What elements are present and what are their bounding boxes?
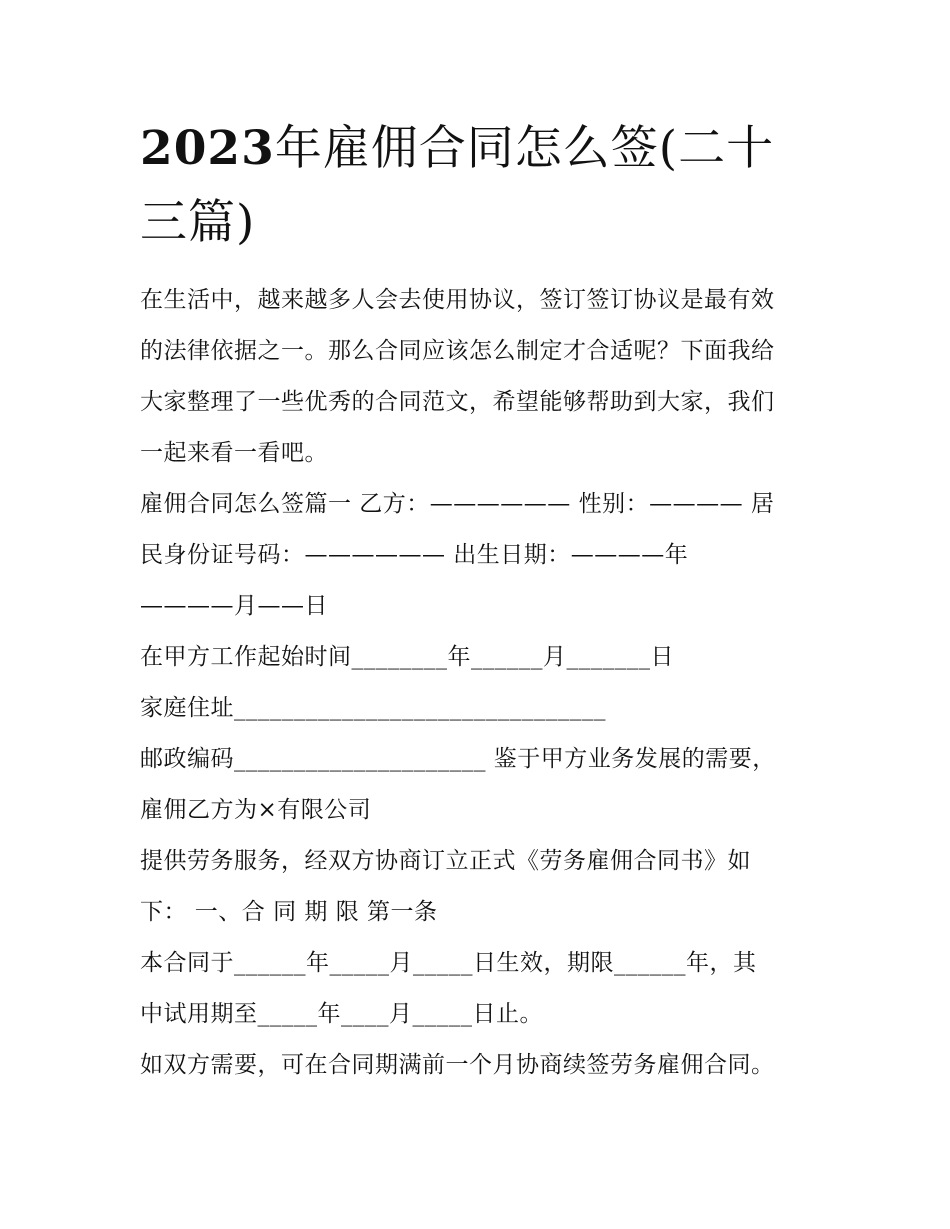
body-line: 在甲方工作起始时间________年______月_______日 — [140, 644, 674, 670]
body-line: 中试用期至_____年____月_____日止。 — [140, 1001, 543, 1027]
title-year: 2023 — [140, 121, 275, 176]
body-line: 民身份证号码：—————— 出生日期：————年 — [140, 542, 689, 568]
body-line: 邮政编码_____________________ 鉴于甲方业务发展的需要， — [140, 746, 776, 772]
body-line: 下： 一、合 同 期 限 第一条 — [140, 899, 438, 925]
body-line: 提供劳务服务，经双方协商订立正式《劳务雇佣合同书》如 — [140, 848, 751, 874]
body-line: 雇佣乙方为×有限公司 — [140, 797, 372, 823]
document-body — [140, 275, 812, 1091]
body-line: 一起来看一看吧。 — [140, 440, 328, 466]
body-line: 如双方需要，可在合同期满前一个月协商续签劳务雇佣合同。 — [140, 1052, 775, 1078]
title-line-1: 年雇佣合同怎么签(二十 — [274, 121, 775, 176]
document-title — [140, 112, 810, 260]
body-line: ————月——日 — [140, 593, 328, 619]
body-line: 的法律依据之一。那么合同应该怎么制定才合适呢？下面我给 — [140, 338, 775, 364]
body-line: 家庭住址_______________________________ — [140, 695, 606, 721]
body-line: 本合同于______年_____月_____日生效，期限______年，其 — [140, 950, 757, 976]
body-line: 在生活中，越来越多人会去使用协议，签订签订协议是最有效 — [140, 287, 775, 313]
body-line: 雇佣合同怎么签篇一 乙方：—————— 性别：———— 居 — [140, 491, 775, 517]
title-line-2: 三篇) — [140, 195, 256, 250]
body-line: 大家整理了一些优秀的合同范文，希望能够帮助到大家，我们 — [140, 389, 775, 415]
